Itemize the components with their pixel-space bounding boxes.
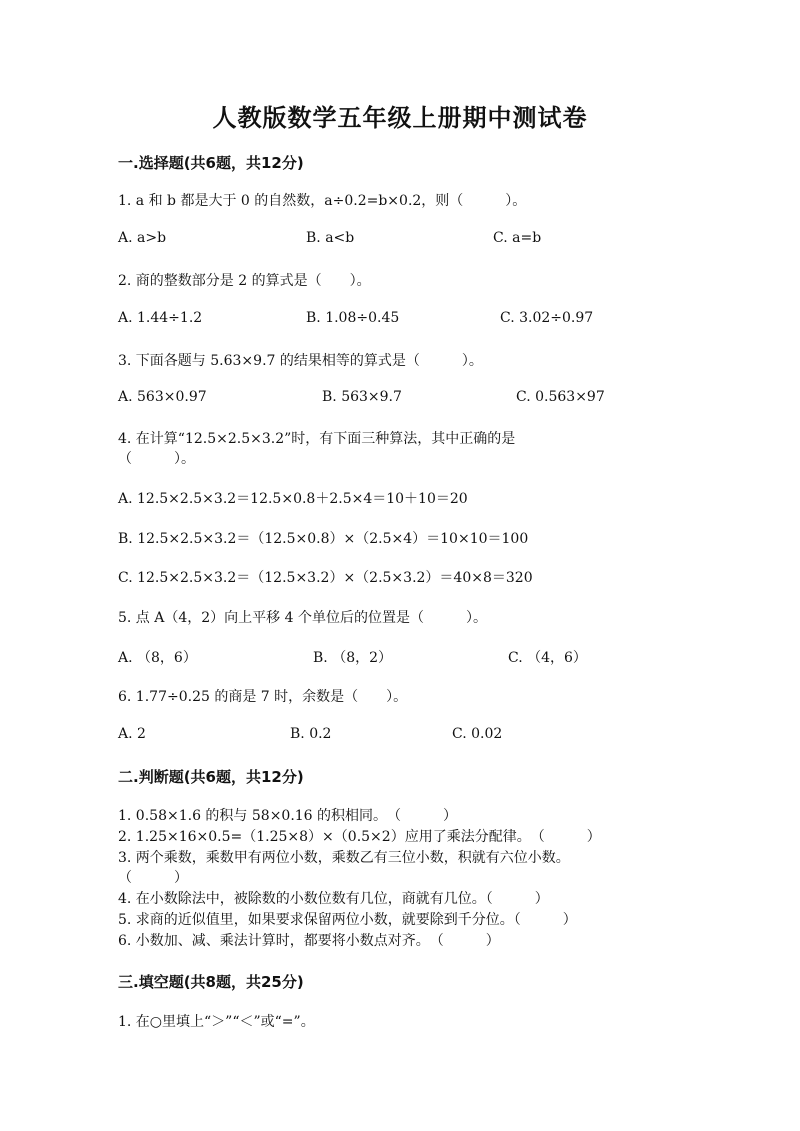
option-c: C. 0.563×97 [516,389,605,405]
judge-item-continued: （ ） [118,870,188,886]
option-c: C. 3.02÷0.97 [500,310,594,326]
judge-item: 5. 求商的近似值里，如果要求保留两位小数，就要除到千分位。（ ） [118,912,577,928]
page-title: 人教版数学五年级上册期中测试卷 [212,104,588,132]
question-text-continued: （ ）。 [118,451,195,467]
question-text: 5. 点 A（4，2）向上平移 4 个单位后的位置是（ ）。 [118,610,487,626]
option-a: A. （8，6） [118,650,197,666]
section-heading-judge: 二.判断题(共6题，共12分) [118,768,304,786]
option-b: B. 563×9.7 [322,389,402,405]
option-b: B. 1.08÷0.45 [306,310,400,326]
judge-item: 2. 1.25×16×0.5=（1.25×8）×（0.5×2）应用了乘法分配律。 （ ） [118,829,601,845]
question-text: 2. 商的整数部分是 2 的算式是（ ）。 [118,273,371,289]
option-a: A. 2 [118,726,146,742]
option-c: C. 12.5×2.5×3.2＝（12.5×3.2）×（2.5×3.2）＝40×8＝320 [118,570,533,586]
section-heading-choice: 一.选择题(共6题，共12分) [118,154,304,172]
judge-item: 3. 两个乘数，乘数甲有两位小数，乘数乙有三位小数，积就有六位小数。 [118,850,570,866]
section-heading-fill: 三.填空题(共8题，共25分) [118,973,304,991]
option-b: B. （8，2） [313,650,393,666]
question-text: 1. a 和 b 都是大于 0 的自然数，a÷0.2=b×0.2，则（ ）。 [118,193,527,209]
question-text: 6. 1.77÷0.25 的商是 7 时，余数是（ ）。 [118,689,408,705]
option-a: A. 1.44÷1.2 [118,310,203,326]
option-c: C. 0.02 [452,726,503,742]
option-b: B. 12.5×2.5×3.2＝（12.5×0.8）×（2.5×4）＝10×10＝100 [118,531,529,547]
question-text: 3. 下面各题与 5.63×9.7 的结果相等的算式是（ ）。 [118,353,483,369]
option-b: B. 0.2 [290,726,332,742]
judge-item: 4. 在小数除法中，被除数的小数位数有几位，商就有几位。（ ） [118,891,549,907]
option-a: A. 563×0.97 [118,389,207,405]
judge-item: 6. 小数加、减、乘法计算时，都要将小数点对齐。 （ ） [118,933,500,949]
option-b: B. a<b [306,230,355,246]
question-text: 4. 在计算“12.5×2.5×3.2”时，有下面三种算法，其中正确的是 [118,431,516,447]
option-a: A. a>b [118,230,167,246]
option-c: C. a=b [493,230,542,246]
fill-item: 1. 在○里填上“＞”“＜”或“=”。 [118,1014,315,1030]
judge-item: 1. 0.58×1.6 的积与 58×0.16 的积相同。 （ ） [118,808,458,824]
option-c: C. （4，6） [508,650,587,666]
option-a: A. 12.5×2.5×3.2＝12.5×0.8＋2.5×4＝10＋10＝20 [118,491,468,507]
